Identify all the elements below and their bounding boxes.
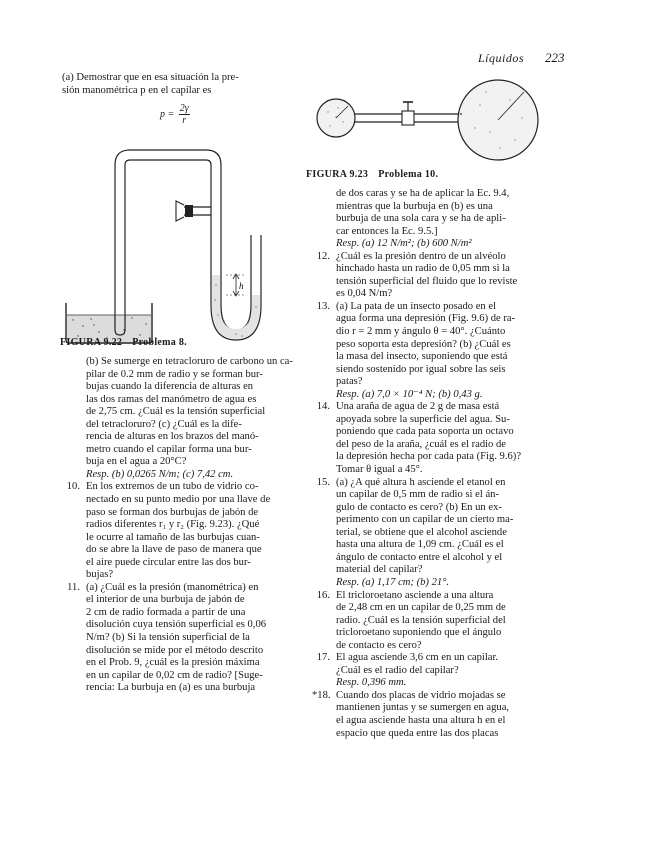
text-line: patas? — [336, 376, 363, 388]
text-line: de dos caras y se ha de aplicar la Ec. 9.4, — [336, 188, 510, 199]
text-line: terial, se obtiene que el alcohol asciende — [336, 526, 507, 538]
problem-item — [312, 590, 597, 653]
text-line: del peso de la araña, ¿cuál es el radio de — [336, 438, 507, 450]
text-line: el agua asciende hasta una altura h en el — [336, 714, 506, 726]
text-line: rencia de alturas en los brazos del manó- — [86, 431, 259, 443]
text-line: la depresión hecha por cada pata (Fig. 9.6)? — [336, 451, 522, 463]
problem-number: 13. — [316, 300, 330, 312]
text-line: las dos ramas del manómetro de agua es — [86, 393, 257, 405]
answer-line: Resp. (a) 1,17 cm; (b) 21°. — [336, 576, 450, 588]
text-line: ¿Cuál es la presión dentro de un alvéolo — [336, 250, 506, 262]
figure-9-22-caption — [60, 337, 187, 348]
text-line: gulo de contacto es cero? (b) En un ex- — [336, 501, 502, 513]
answer-line: Resp. (b) 0,0265 N/m; (c) 7,42 cm. — [86, 468, 234, 480]
text-line: la masa del insecto, suponiendo que está — [336, 351, 508, 363]
text-line: disolución cuya tensión superficial es 0,06 — [86, 619, 267, 631]
problem-item — [312, 301, 597, 401]
problem-number: 17. — [316, 652, 330, 664]
text-line: agua forma una depresión (Fig. 9.6) de ra- — [336, 313, 516, 325]
height-label-h: h — [239, 281, 244, 291]
text-line: sión manométrica p en el capilar es — [62, 84, 212, 96]
problem-item — [312, 401, 597, 476]
text-line: (a) ¿Cuál es la presión (manométrica) en — [86, 581, 259, 593]
left-column — [62, 356, 324, 695]
text-line: rencia: La burbuja en (a) es una burbuja — [86, 682, 256, 694]
text-line: (b) Se sumerge en tetracloruro de carbono un ca- — [86, 356, 293, 367]
text-line: metro cuando el capilar forma una bur- — [86, 443, 252, 455]
figure-9-22-manometer — [58, 125, 273, 350]
text-line: Cuando dos placas de vidrio mojadas se — [336, 689, 506, 701]
problem-number: 14. — [316, 401, 330, 413]
problem-9-continuation — [62, 356, 324, 481]
text-line: nectado en su punto medio por una llave de — [86, 494, 271, 506]
text-line: en un capilar de 0,02 cm de radio? [Suge- — [86, 669, 263, 681]
answer-line: Resp. 0,396 mm. — [336, 677, 407, 689]
caption-label: FIGURA 9.23 — [306, 169, 369, 180]
text-line: do se abre la llave de paso de manera que — [86, 544, 262, 556]
text-line: material del capilar? — [336, 564, 423, 576]
text-line: pilar de 0.2 mm de radio y se forman bur- — [86, 368, 263, 380]
text-line: dio r = 2 mm y ángulo θ = 40°. ¿Cuánto — [336, 326, 506, 338]
text-line: hasta una altura de 1,09 cm. ¿Cuál es el — [336, 539, 504, 551]
problem-item — [62, 582, 324, 695]
text-line: burbuja de una sola cara y se ha de apli- — [336, 213, 506, 225]
formula-numerator: 2γ — [179, 103, 189, 114]
text-line: mientras que la burbuja en (b) es una — [336, 200, 493, 212]
text-line: car entonces la Ec. 9.5.] — [336, 225, 438, 237]
text-line: En los extremos de un tubo de vidrio co- — [86, 481, 259, 493]
text-line: buja en el agua a 20°C? — [86, 456, 187, 468]
problem-item — [312, 251, 597, 301]
caption-label: FIGURA 9.22 — [60, 337, 123, 348]
problem-number: 12. — [316, 250, 330, 262]
text-line: el interior de una burbuja de jabón de — [86, 594, 245, 606]
caption-text: Problema 10. — [378, 169, 439, 180]
text-line: siendo sostenido por igual sobre las seis — [336, 363, 506, 375]
problem-number: 15. — [316, 476, 330, 488]
text-line: (a) ¿A qué altura h asciende el etanol en — [336, 476, 506, 488]
text-line: mantienen juntas y se sumergen en agua, — [336, 702, 510, 714]
text-line: hinchado hasta un radio de 0,05 mm si la — [336, 263, 510, 275]
problem-number: 11. — [67, 581, 80, 593]
text-line: de 2,48 cm en un capilar de 0,25 mm de — [336, 602, 506, 614]
text-line: el aire puede circular entre las dos bur- — [86, 556, 251, 568]
page-number: 223 — [545, 50, 565, 65]
running-header-section: Líquidos — [478, 51, 525, 65]
text-line: poniendo que cada pata soporta un octavo — [336, 426, 514, 438]
problem-number: *18. — [312, 689, 331, 701]
caption-text: Problema 8. — [132, 337, 187, 348]
text-line: El agua asciende 3,6 cm en un capilar. — [336, 652, 499, 664]
text-line: ángulo de contacto entre el alcohol y el — [336, 551, 503, 563]
formula-denominator: r — [182, 115, 187, 126]
problem-item — [62, 481, 324, 581]
text-line: 2 cm de radio formada a partir de una — [86, 606, 246, 618]
text-line: tensión superficial del fluido que lo reviste — [336, 275, 518, 287]
text-line: de contacto es cero? — [336, 639, 422, 651]
text-line: disolución se mide por el método descrito — [86, 644, 264, 656]
text-line: un capilar de 0,5 mm de radio si el án- — [336, 489, 499, 501]
text-line: tricloroetano suponiendo que el ángulo — [336, 627, 502, 639]
intro-text — [62, 72, 317, 97]
problem-number: 10. — [66, 481, 80, 493]
right-column — [312, 188, 597, 740]
text-line: radios diferentes r₁ y r₂ (Fig. 9.23). ¿Qué — [86, 519, 260, 531]
pressure-formula — [160, 103, 190, 126]
problem-item — [312, 652, 597, 690]
figure-9-23-bubbles — [310, 70, 575, 170]
text-line: bujas? — [86, 569, 114, 581]
text-line: en el Prob. 9, ¿cuál es la presión máxima — [86, 657, 260, 669]
text-line: (a) Demostrar que en esa situación la pre- — [62, 72, 239, 83]
problem-number: 16. — [316, 589, 330, 601]
text-line: espacio que queda entre las dos placas — [336, 727, 499, 739]
text-line: del tetracloruro? (c) ¿Cuál es la dife- — [86, 418, 242, 430]
text-line: perimento con un capilar de un cierto ma- — [336, 514, 514, 526]
formula-fraction — [179, 103, 190, 126]
text-line: de 2,75 cm. ¿Cuál es la tensión superficial — [86, 406, 266, 418]
formula-lhs: p = — [160, 108, 175, 120]
figure-9-23-caption — [306, 169, 438, 180]
text-line: ¿Cuál es el radio del capilar? — [336, 664, 459, 676]
text-line: paso se forman dos burbujas de jabón de — [86, 506, 259, 518]
text-line: radio. ¿Cuál es la tensión superficial del — [336, 614, 506, 626]
text-line: le ocurre al tamaño de las burbujas cuan- — [86, 531, 260, 543]
text-line: Tomar θ igual a 45°. — [336, 464, 423, 476]
text-line: (a) La pata de un insecto posado en el — [336, 300, 497, 312]
answer-line: Resp. (a) 7,0 × 10⁻⁴ N; (b) 0,43 g. — [336, 388, 483, 400]
text-line: N/m? (b) Si la tensión superficial de la — [86, 632, 250, 644]
text-line: bujas cuando la diferencia de alturas en — [86, 381, 254, 393]
text-line: es 0,04 N/m? — [336, 288, 393, 300]
text-line: peso soporta esta depresión? (b) ¿Cuál es — [336, 338, 511, 350]
answer-line: Resp. (a) 12 N/m²; (b) 600 N/m² — [336, 238, 472, 250]
problem-item — [312, 690, 597, 740]
problem-list — [62, 481, 324, 694]
problem-11-continuation — [312, 188, 597, 251]
text-line: Una araña de agua de 2 g de masa está — [336, 401, 500, 413]
problem-item — [312, 477, 597, 590]
text-line: El tricloroetano asciende a una altura — [336, 589, 494, 601]
problem-list — [312, 251, 597, 740]
text-line: apoyada sobre la superficie del agua. Su- — [336, 413, 510, 425]
